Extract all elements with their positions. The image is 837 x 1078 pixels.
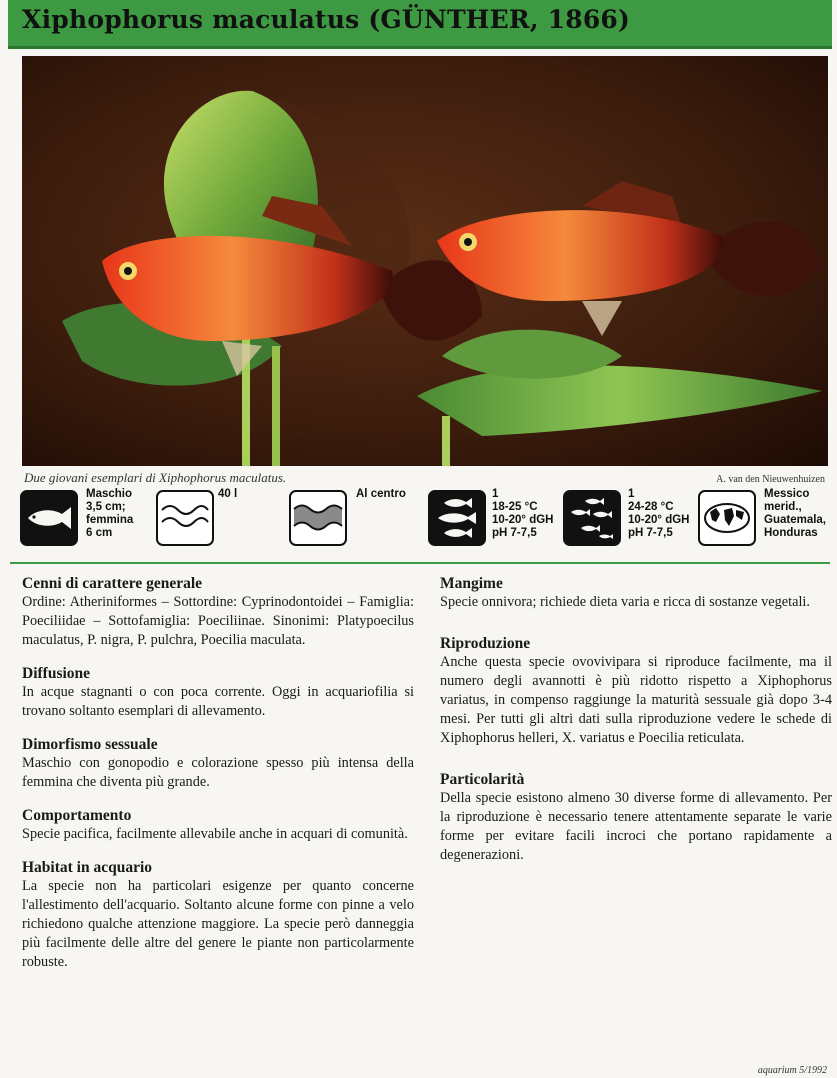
water-1-line: 10-20° dGH — [492, 514, 554, 526]
icon-strip — [0, 488, 837, 560]
breeding-fish-icon — [563, 490, 621, 546]
photo-caption: Due giovani esemplari di Xiphophorus maculatus. — [24, 470, 287, 485]
section-reproduction — [440, 634, 832, 748]
male-fish-icon — [20, 490, 78, 546]
section-heading: Diffusione — [22, 665, 91, 682]
section-heading: Cenni di carattere generale — [22, 575, 203, 592]
page-title: Xiphophorus maculatus (GÜNTHER, 1866) — [22, 5, 631, 34]
section-body: Della specie esistono almeno 30 diverse forme di allevamento. Per la riproduzione è necessario tenere attentamente separate le varie forme per evitare facili incroci che portano rapidamente a degenerazioni. — [440, 790, 832, 863]
water-2-info — [628, 488, 689, 540]
zone-info: Al centro — [356, 488, 406, 500]
section-dimorphism — [22, 735, 414, 792]
aquarium-water-icon — [156, 490, 214, 546]
water-2-line: pH 7-7,5 — [628, 527, 673, 539]
water-2-line: 10-20° dGH — [628, 514, 690, 526]
section-divider — [10, 562, 830, 564]
origin-line: Messico — [764, 488, 810, 500]
section-food — [440, 574, 832, 612]
water-1-line: 18-25 °C — [492, 501, 538, 513]
section-body: In acque stagnanti o con poca corrente. Oggi in acquariofilia si trovano soltanto esemplari di allevamento. — [22, 684, 414, 719]
water-2-line: 1 — [628, 488, 635, 500]
source-footer: aquarium 5/1992 — [757, 1065, 827, 1076]
size-line: 6 cm — [86, 527, 113, 539]
left-column — [22, 574, 414, 986]
origin-info — [764, 488, 826, 540]
size-line: 3,5 cm; — [86, 501, 126, 513]
section-heading: Dimorfismo sessuale — [22, 736, 158, 753]
section-heading: Mangime — [440, 575, 503, 592]
origin-line: merid., — [764, 501, 802, 513]
section-heading: Particolarità — [440, 771, 525, 788]
size-line: Maschio — [86, 488, 133, 500]
section-peculiarities — [440, 770, 832, 865]
water-1-info — [492, 488, 553, 540]
size-info — [86, 488, 133, 540]
globe-icon — [698, 490, 756, 546]
title-bar — [8, 0, 832, 49]
section-habitat — [22, 858, 414, 972]
water-2-line: 24-28 °C — [628, 501, 674, 513]
section-body: Maschio con gonopodio e colorazione spesso più intensa della femmina che diventa più grande. — [22, 755, 414, 790]
origin-line: Guatemala, — [764, 514, 826, 526]
section-body: Ordine: Atheriniformes – Sottordine: Cyprinodontoidei – Famiglia: Poeciliidae – Sottofamiglia: Poeciliinae. Sinonimi: Platypoecilus maculatus, P. nigra, P. pulchra, Poecilia maculata. — [22, 594, 414, 648]
section-general — [22, 574, 414, 650]
photo-credit: A. van den Nieuwenhuizen — [716, 474, 825, 485]
section-distribution — [22, 664, 414, 721]
section-behavior — [22, 806, 414, 844]
fish-school-icon — [428, 490, 486, 546]
size-line: femmina — [86, 514, 134, 526]
volume-info: 40 l — [218, 488, 238, 500]
fish-photo — [22, 56, 828, 466]
water-1-line: 1 — [492, 488, 499, 500]
section-heading: Comportamento — [22, 807, 132, 824]
section-heading: Riproduzione — [440, 635, 531, 652]
section-body: Anche questa specie ovovivipara si riproduce facilmente, ma il numero degli avannotti è più ridotto rispetto a Xiphophorus variatus, in compenso raggiunge la maturità sessuale già dopo 3-4 mesi. Per tutti gli altri dati sulla riproduzione vedere le schede di Xiphophorus helleri, X. variatus e Poecilia reticulata. — [440, 654, 832, 746]
section-heading: Habitat in acquario — [22, 859, 153, 876]
right-column — [440, 574, 832, 879]
section-body: Specie pacifica, facilmente allevabile anche in acquari di comunità. — [22, 826, 408, 842]
section-body: Specie onnivora; richiede dieta varia e ricca di sostanze vegetali. — [440, 594, 810, 610]
section-body: La specie non ha particolari esigenze per quanto concerne l'allestimento dell'acquario. Soltanto alcune forme con pinne a velo richiedono qualche attenzione maggiore. La specie però danneggia più facilmente delle altre del genere le piante non particolarmente robuste. — [22, 878, 414, 970]
origin-line: Honduras — [764, 527, 818, 539]
middle-zone-icon — [289, 490, 347, 546]
water-1-line: pH 7-7,5 — [492, 527, 537, 539]
